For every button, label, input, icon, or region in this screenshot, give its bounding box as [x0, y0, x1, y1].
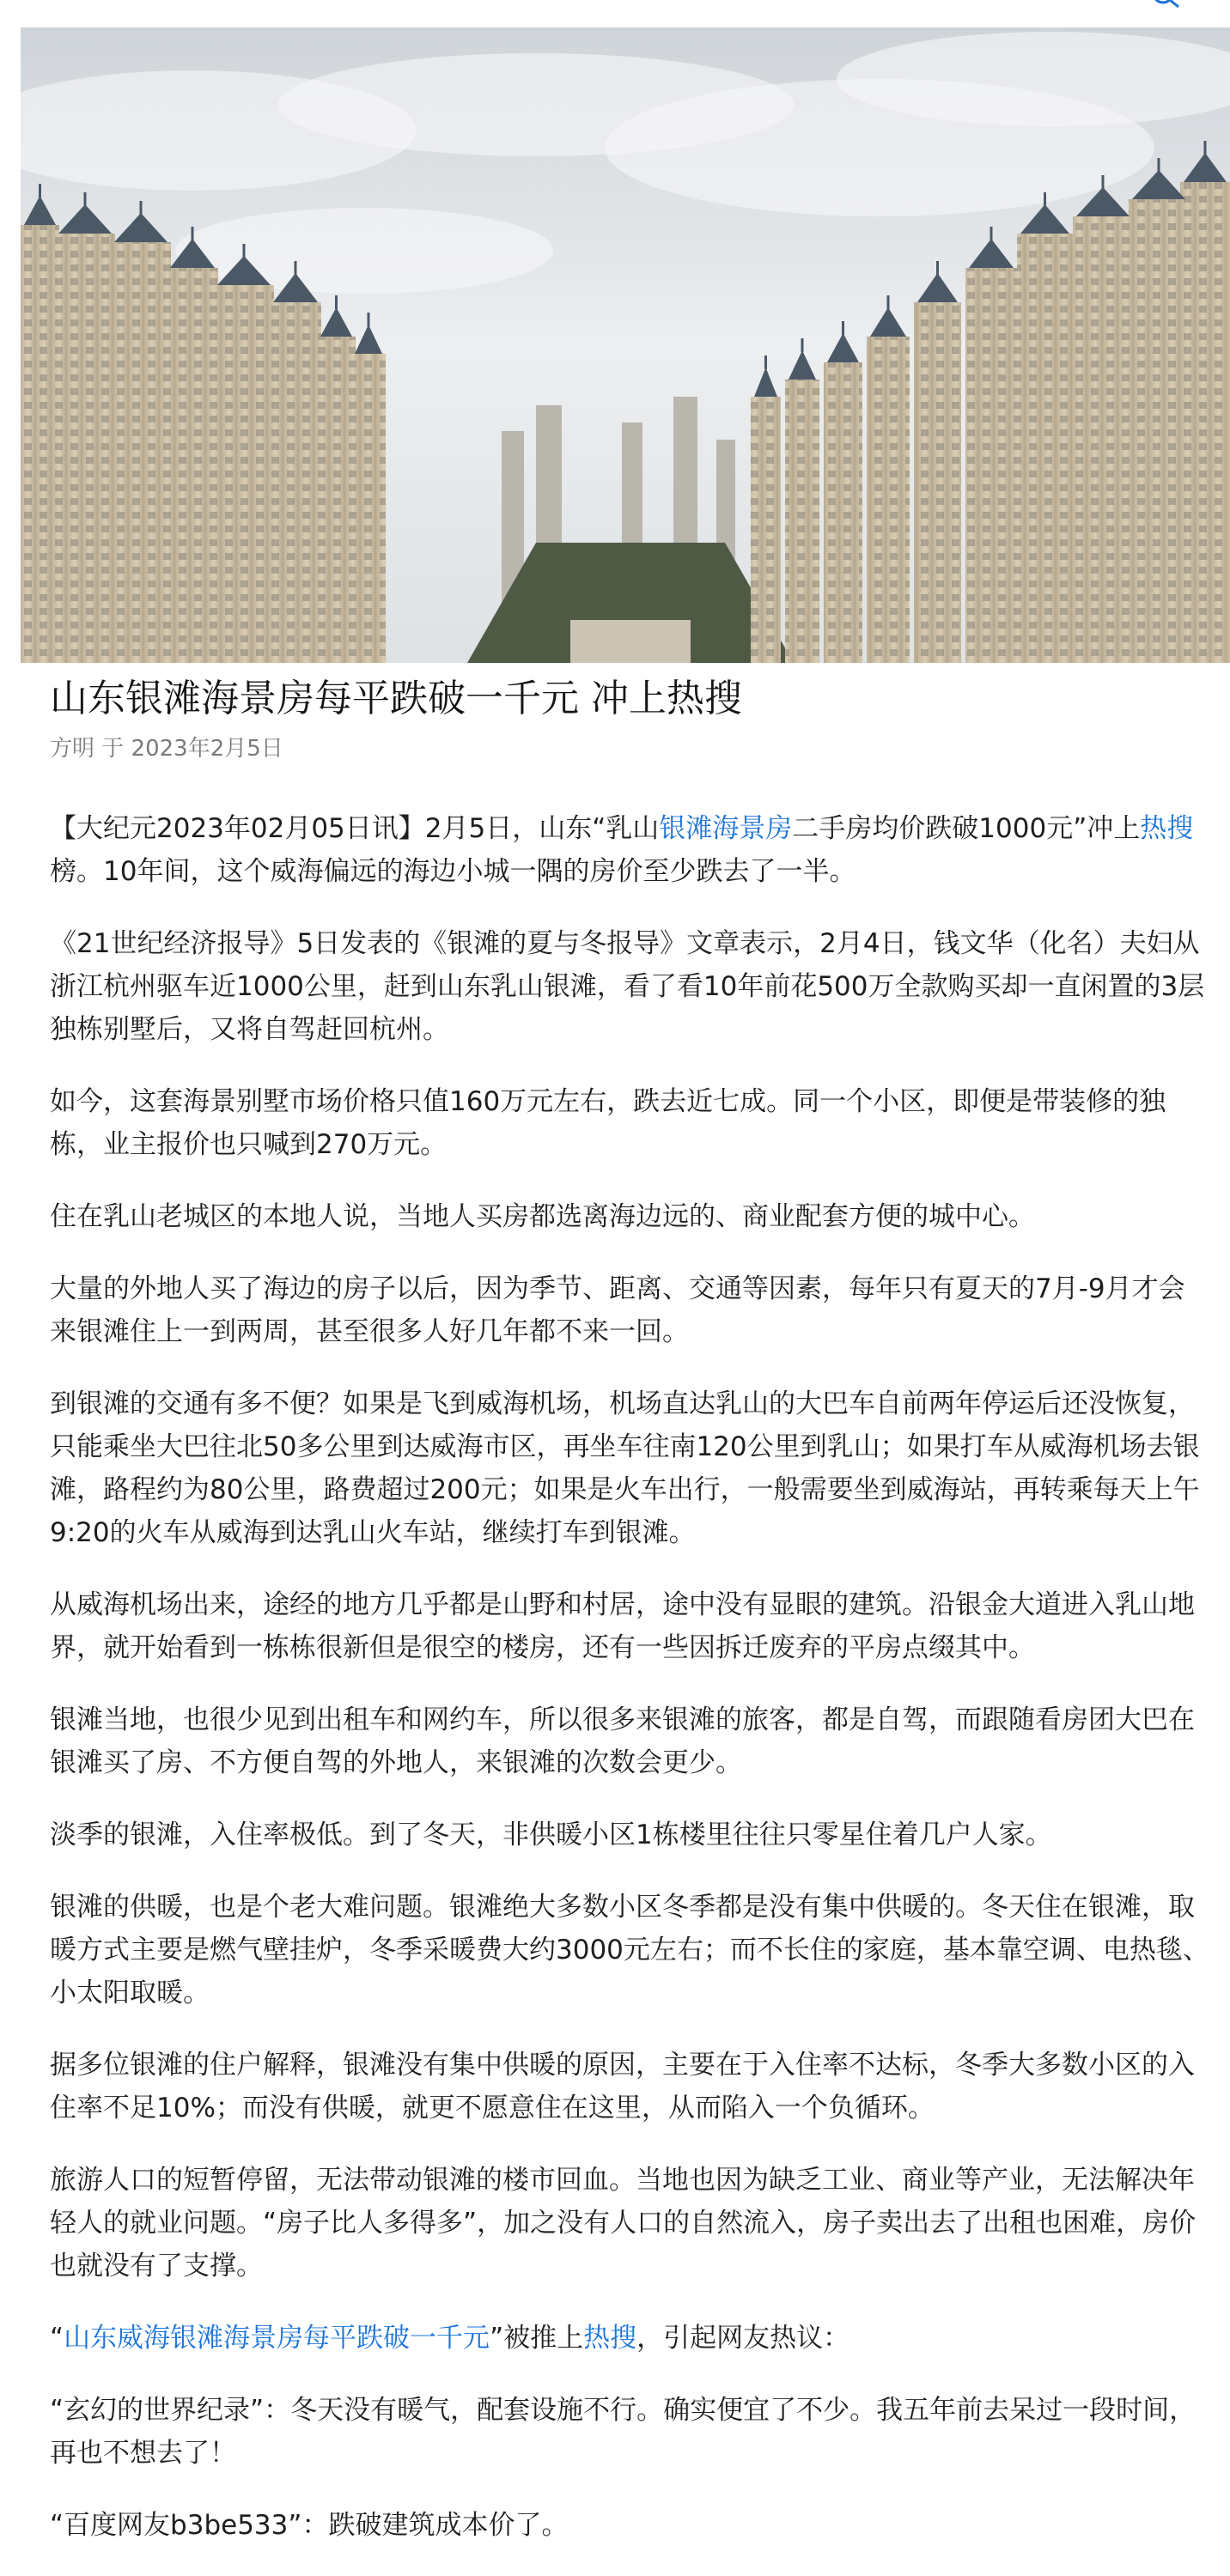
- inline-link[interactable]: 山东威海银滩海景房每平跌破一千元: [64, 2323, 490, 2354]
- paragraph-text: 银滩的供暖，也是个老大难问题。银滩绝大多数小区冬季都是没有集中供暖的。冬天住在银滩，取暖方式主要是燃气壁挂炉，冬季采暖费大约3000元左右；而不长住的家庭，基本靠空调、电热毯、小太阳取暖。: [50, 1892, 1209, 2008]
- article-paragraph: [50, 1195, 1209, 1238]
- article-paragraph: [50, 2389, 1209, 2475]
- paragraph-text: 到银滩的交通有多不便？如果是飞到威海机场，机场直达乳山的大巴车自前两年停运后还没恢复，只能乘坐大巴往北50多公里到达威海市区，再坐车往南120公里到乳山；如果打车从威海机场去银滩，路程约为80公里，路费超过200元；如果是火车出行，一般需要坐到威海站，再转乘每天上午9:20的火车从威海到达乳山火车站，继续打车到银滩。: [50, 1388, 1200, 1548]
- paragraph-text: 二手房均价跌破1000元”冲上: [792, 813, 1141, 844]
- article-title: 山东银滩海景房每平跌破一千元 冲上热搜: [50, 677, 742, 720]
- article-paragraph: [50, 922, 1209, 1051]
- inline-link[interactable]: 银滩海景房: [659, 813, 793, 844]
- inline-link[interactable]: 热搜: [583, 2323, 637, 2354]
- inline-link[interactable]: 热搜: [1140, 813, 1194, 844]
- article-paragraph: [50, 807, 1209, 893]
- paragraph-text: 大量的外地人买了海边的房子以后，因为季节、距离、交通等因素，每年只有夏天的7月-9月才会来银滩住上一到两周，甚至很多人好几年都不来一回。: [50, 1273, 1185, 1347]
- paragraph-text: 银滩当地，也很少见到出租车和网约车，所以很多来银滩的旅客，都是自驾，而跟随看房团大巴在银滩买了房、不方便自驾的外地人，来银滩的次数会更少。: [50, 1704, 1195, 1778]
- article-paragraph: [50, 1080, 1209, 1166]
- article: [50, 671, 1209, 2576]
- paragraph-text: 旅游人口的短暂停留，无法带动银滩的楼市回血。当地也因为缺乏工业、商业等产业，无法解决年轻人的就业问题。“房子比人多得多”，加之没有人口的自然流入，房子卖出去了出租也困难，房价也就没有了支撑。: [50, 2165, 1197, 2281]
- photo-apartment-towers-icon: [21, 27, 1230, 663]
- paragraph-text: “玄幻的世界纪录”：冬天没有暖气，配套设施不行。确实便宜了不少。我五年前去呆过一段时间， 再也不想去了！: [50, 2395, 1197, 2469]
- search-icon[interactable]: [1144, 0, 1196, 9]
- paragraph-text: 从威海机场出来，途经的地方几乎都是山野和村居，途中没有显眼的建筑。沿银金大道进入乳山地界，就开始看到一栋栋很新但是很空的楼房，还有一些因拆迁废弃的平房点缀其中。: [50, 1589, 1195, 1663]
- article-paragraph: [50, 1382, 1209, 1554]
- paragraph-text: ，引起网友热议：: [636, 2323, 850, 2354]
- article-paragraph: [50, 1814, 1209, 1856]
- paragraph-text: ”被推上: [490, 2323, 584, 2354]
- article-paragraph: [50, 2044, 1209, 2129]
- paragraph-text: 住在乳山老城区的本地人说，当地人买房都选离海边远的、商业配套方便的城中心。: [50, 1201, 1035, 1232]
- article-paragraph: [50, 1267, 1209, 1353]
- article-paragraph: [50, 1886, 1209, 2014]
- paragraph-text: “: [50, 2323, 64, 2354]
- article-paragraph: [50, 2504, 1209, 2547]
- article-byline: 方明 于 2023年2月5日: [50, 736, 283, 762]
- paragraph-text: 如今，这套海景别墅市场价格只值160万元左右，跌去近七成。同一个小区，即便是带装修的独栋，业主报价也只喊到270万元。: [50, 1086, 1166, 1160]
- article-paragraph: [50, 2159, 1209, 2287]
- paragraph-text: 据多位银滩的住户解释，银滩没有集中供暖的原因，主要在于入住率不达标，冬季大多数小区的入住率不足10%；而没有供暖，就更不愿意住在这里，从而陷入一个负循环。: [50, 2050, 1195, 2123]
- paragraph-text: 淡季的银滩，入住率极低。到了冬天，非供暖小区1栋楼里往往只零星住着几户人家。: [50, 1820, 1052, 1850]
- article-paragraph: [50, 2317, 1209, 2360]
- paragraph-text: “百度网友b3be533”：跌破建筑成本价了。: [50, 2510, 569, 2541]
- article-paragraph: [50, 1698, 1209, 1784]
- paragraph-text: 榜。10年间，这个威海偏远的海边小城一隅的房价至少跌去了一半。: [50, 856, 856, 887]
- paragraph-text: 《21世纪经济报导》5日发表的《银滩的夏与冬报导》文章表示，2月4日，钱文华（化名）夫妇从浙江杭州驱车近1000公里，赶到山东乳山银滩，看了看10年前花500万全款购买却一直闲置的3层独栋别墅后，又将自驾赶回杭州。: [50, 928, 1205, 1045]
- article-paragraph: [50, 1583, 1209, 1669]
- hero-image: [21, 27, 1230, 663]
- paragraph-text: 【大纪元2023年02月05日讯】2月5日，山东“乳山: [50, 813, 660, 844]
- article-body: [50, 807, 1209, 2547]
